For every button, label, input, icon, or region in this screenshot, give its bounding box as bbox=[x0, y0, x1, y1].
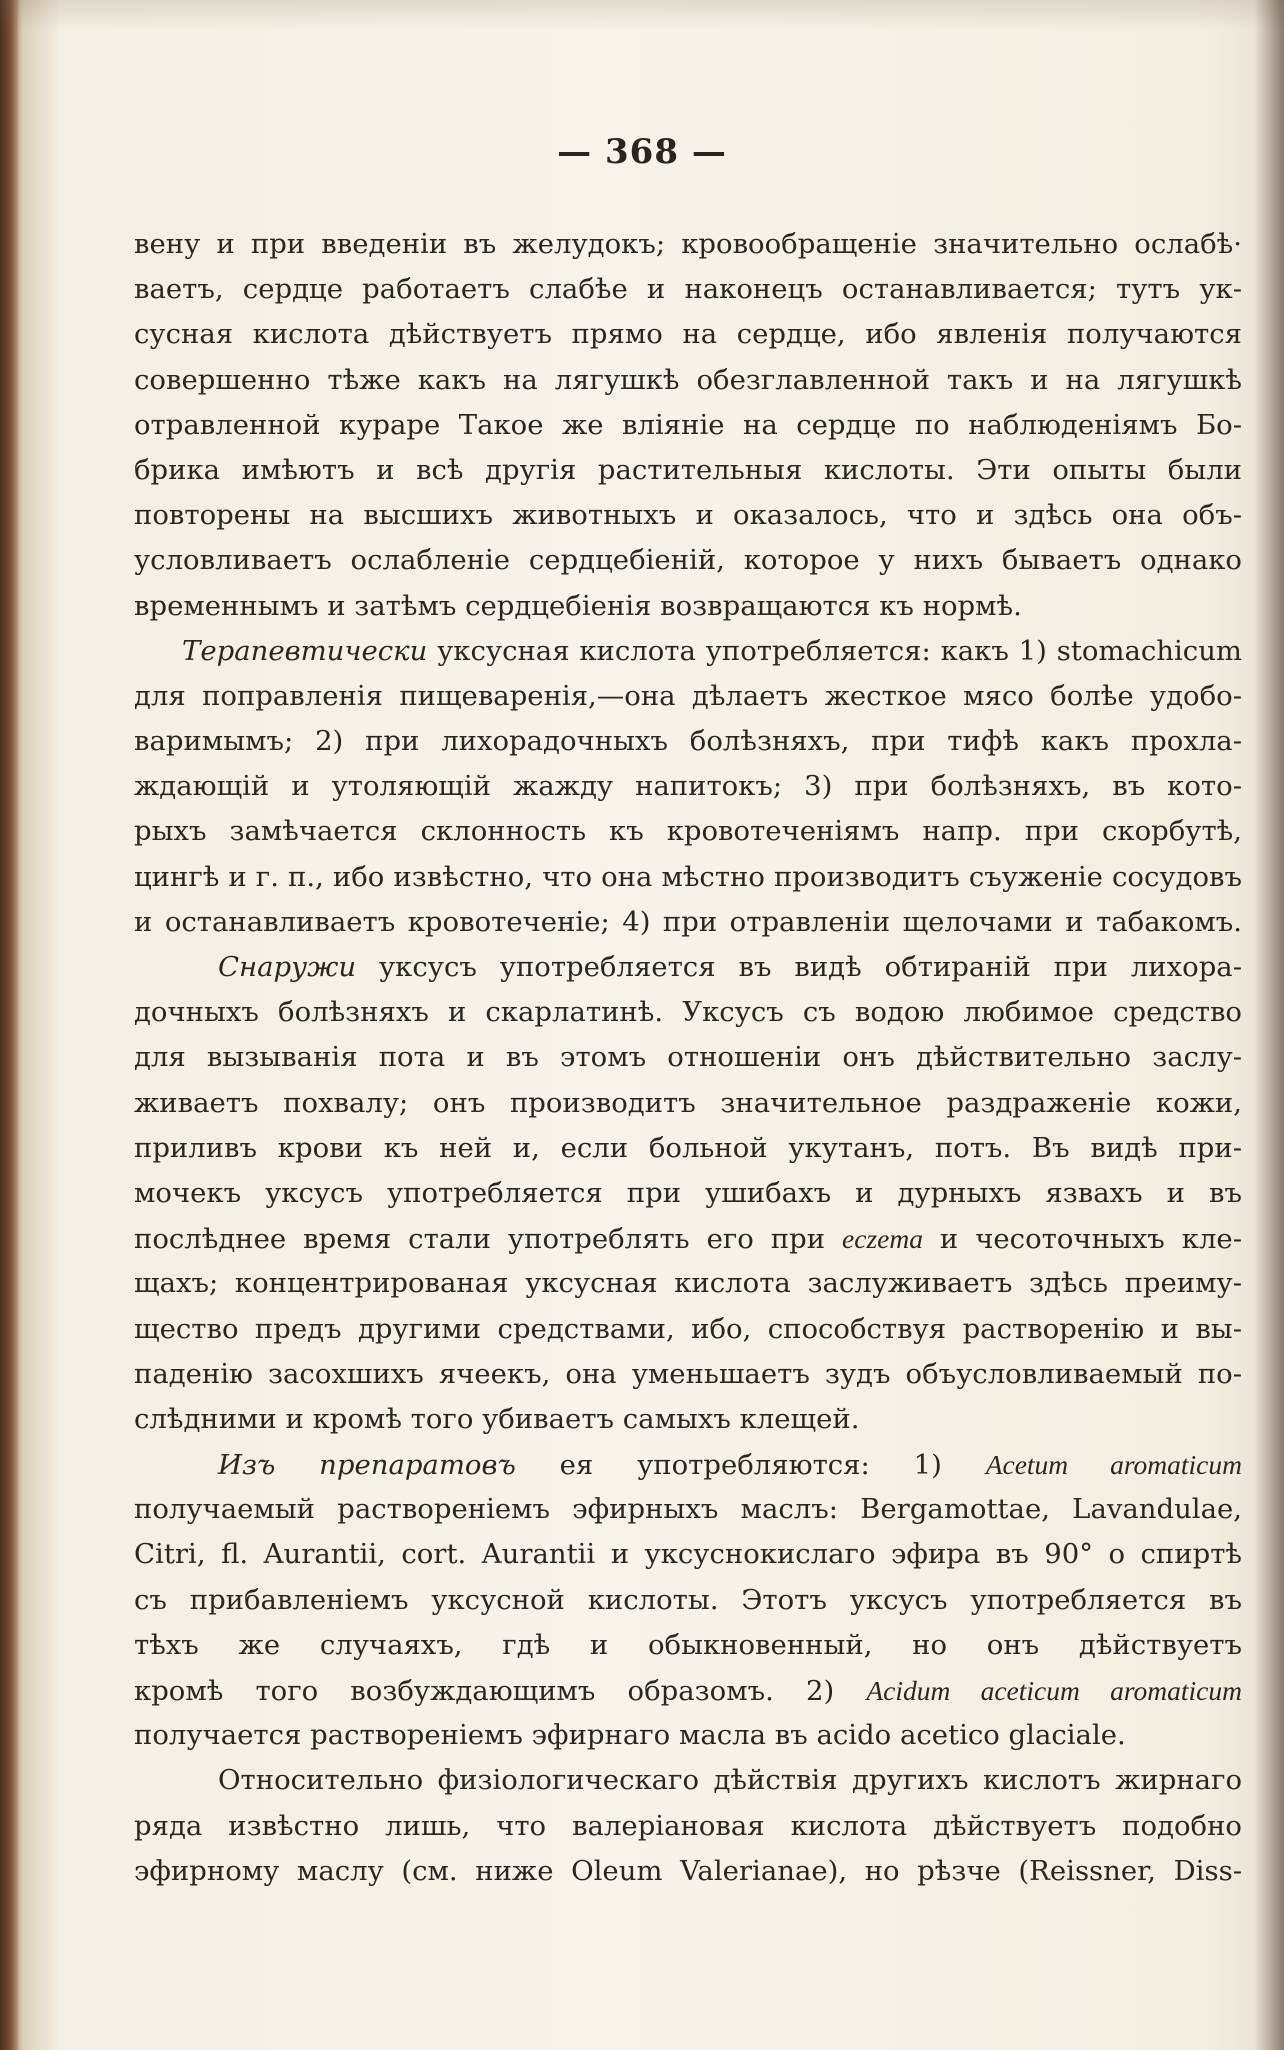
text-line: послѣднее время стали употреблять его при eczema и чесоточныхъ кле- bbox=[134, 1223, 1242, 1256]
italic-latin-term: Acidum aceticum aromaticum bbox=[866, 1675, 1242, 1706]
text-line: дочныхъ болѣзняхъ и скарлатинѣ. Уксусъ съ водою любимое средство bbox=[134, 996, 1242, 1029]
text-line: приливъ крови къ ней и, если больной укутанъ, потъ. Въ видѣ при- bbox=[134, 1131, 1242, 1164]
paragraph-start-line: Снаружи уксусъ употребляется въ видѣ обтираній при лихора- bbox=[218, 951, 1242, 983]
text-line: ряда извѣстно лишь, что валеріановая кислота дѣйствуетъ подобно bbox=[134, 1809, 1242, 1842]
paragraph-start-line: Относительно физіологическаго дѣйствія другихъ кислотъ жирнаго bbox=[218, 1764, 1242, 1797]
text-line: ждающій и утоляющій жажду напитокъ; 3) при болѣзняхъ, въ кото- bbox=[134, 770, 1242, 803]
text-line: Citri, fl. Aurantii, cort. Aurantii и уксуснокислаго эфира въ 90° о спиртѣ bbox=[134, 1538, 1242, 1571]
text-line: щахъ; концентрированая уксусная кислота заслуживаетъ здѣсь преиму- bbox=[134, 1267, 1242, 1300]
page-edge-shadow bbox=[1254, 0, 1284, 2050]
text-line: щество предъ другими средствами, ибо, способствуя растворенію и вы- bbox=[134, 1312, 1242, 1345]
text-line: получаемый раствореніемъ эфирныхъ маслъ: Bergamottae, Lavandulae, bbox=[134, 1493, 1242, 1526]
text-line: условливаетъ ослабленіе сердцебіеній, которое у нихъ бываетъ однако bbox=[134, 544, 1242, 577]
text-line: брика имѣютъ и всѣ другія растительныя кислоты. Эти опыты были bbox=[134, 453, 1242, 486]
text-line: отравленной кураре Такое же вліяніе на сердце по наблюденіямъ Бо- bbox=[134, 408, 1242, 441]
page-number: — 368 — bbox=[557, 132, 727, 172]
text-line: кромѣ того возбуждающимъ образомъ. 2) Acidum aceticum aromaticum bbox=[134, 1675, 1242, 1707]
text-line: мочекъ уксусъ употребляется при ушибахъ и дурныхъ язвахъ и въ bbox=[134, 1176, 1242, 1209]
text-line: варимымъ; 2) при лихорадочныхъ болѣзняхъ, при тифѣ какъ прохла- bbox=[134, 725, 1242, 758]
text-line: ваетъ, сердце работаетъ слабѣе и наконецъ останавливается; тутъ ук- bbox=[134, 273, 1242, 306]
text-line: рыхъ замѣчается склонность къ кровотеченіямъ напр. при скорбутѣ, bbox=[134, 815, 1242, 848]
italic-term: Изъ препаратовъ bbox=[218, 1449, 516, 1482]
paragraph-start-line: Изъ препаратовъ ея употребляются: 1) Acetum aromaticum bbox=[218, 1449, 1242, 1482]
text-line: совершенно тѣже какъ на лягушкѣ обезглавленной такъ и на лягушкѣ bbox=[134, 363, 1242, 396]
paragraph-start-line: Терапевтически уксусная кислота употребляется: какъ 1) stomachicum bbox=[182, 634, 1242, 667]
page-shadow bbox=[0, 0, 1284, 30]
text-line: вену и при введеніи въ желудокъ; кровообращеніе значительно ослабѣ· bbox=[134, 228, 1242, 260]
text-line: повторены на высшихъ животныхъ и оказалось, что и здѣсь она объ- bbox=[134, 499, 1242, 532]
text-line: съ прибавленіемъ уксусной кислоты. Этотъ уксусъ употребляется въ bbox=[134, 1583, 1242, 1616]
text-line: и останавливаетъ кровотеченіе; 4) при отравленіи щелочами и табакомъ. bbox=[134, 905, 1242, 938]
italic-term: Терапевтически bbox=[182, 634, 428, 667]
italic-latin-term: Acetum aromaticum bbox=[985, 1449, 1242, 1481]
text-line: получается раствореніемъ эфирнаго масла въ acido acetico glaciale. bbox=[134, 1719, 1126, 1752]
text-line: живаетъ похвалу; онъ производитъ значительное раздраженіе кожи, bbox=[134, 1086, 1242, 1119]
text-line: паденію засохшихъ ячеекъ, она уменьшаетъ зудъ объусловливаемый по- bbox=[134, 1357, 1242, 1390]
text-line: цингѣ и г. п., ибо извѣстно, что она мѣстно производитъ съуженіе сосудовъ bbox=[134, 860, 1242, 893]
text-line: сусная кислота дѣйствуетъ прямо на сердце, ибо явленія получаются bbox=[134, 318, 1242, 351]
text-line: эфирному маслу (см. ниже Oleum Valerianae), но рѣзче (Reissner, Diss- bbox=[134, 1854, 1242, 1887]
italic-latin-term: eczema bbox=[842, 1223, 923, 1255]
text-line: тѣхъ же случаяхъ, гдѣ и обыкновенный, но онъ дѣйствуетъ bbox=[134, 1628, 1242, 1661]
text-line: временнымъ и затѣмъ сердцебіенія возвращаются къ нормѣ. bbox=[134, 589, 1022, 622]
body-text bbox=[134, 222, 1242, 1894]
text-line: слѣдними и кромѣ того убиваетъ самыхъ клещей. bbox=[134, 1402, 860, 1435]
text-line: для поправленія пищеваренія,—она дѣлаетъ жесткое мясо болѣе удобо- bbox=[134, 679, 1242, 712]
italic-term: Снаружи bbox=[218, 951, 357, 983]
book-spine bbox=[0, 0, 18, 2050]
text-line: для вызыванія пота и въ этомъ отношеніи онъ дѣйствительно заслу- bbox=[134, 1041, 1242, 1074]
